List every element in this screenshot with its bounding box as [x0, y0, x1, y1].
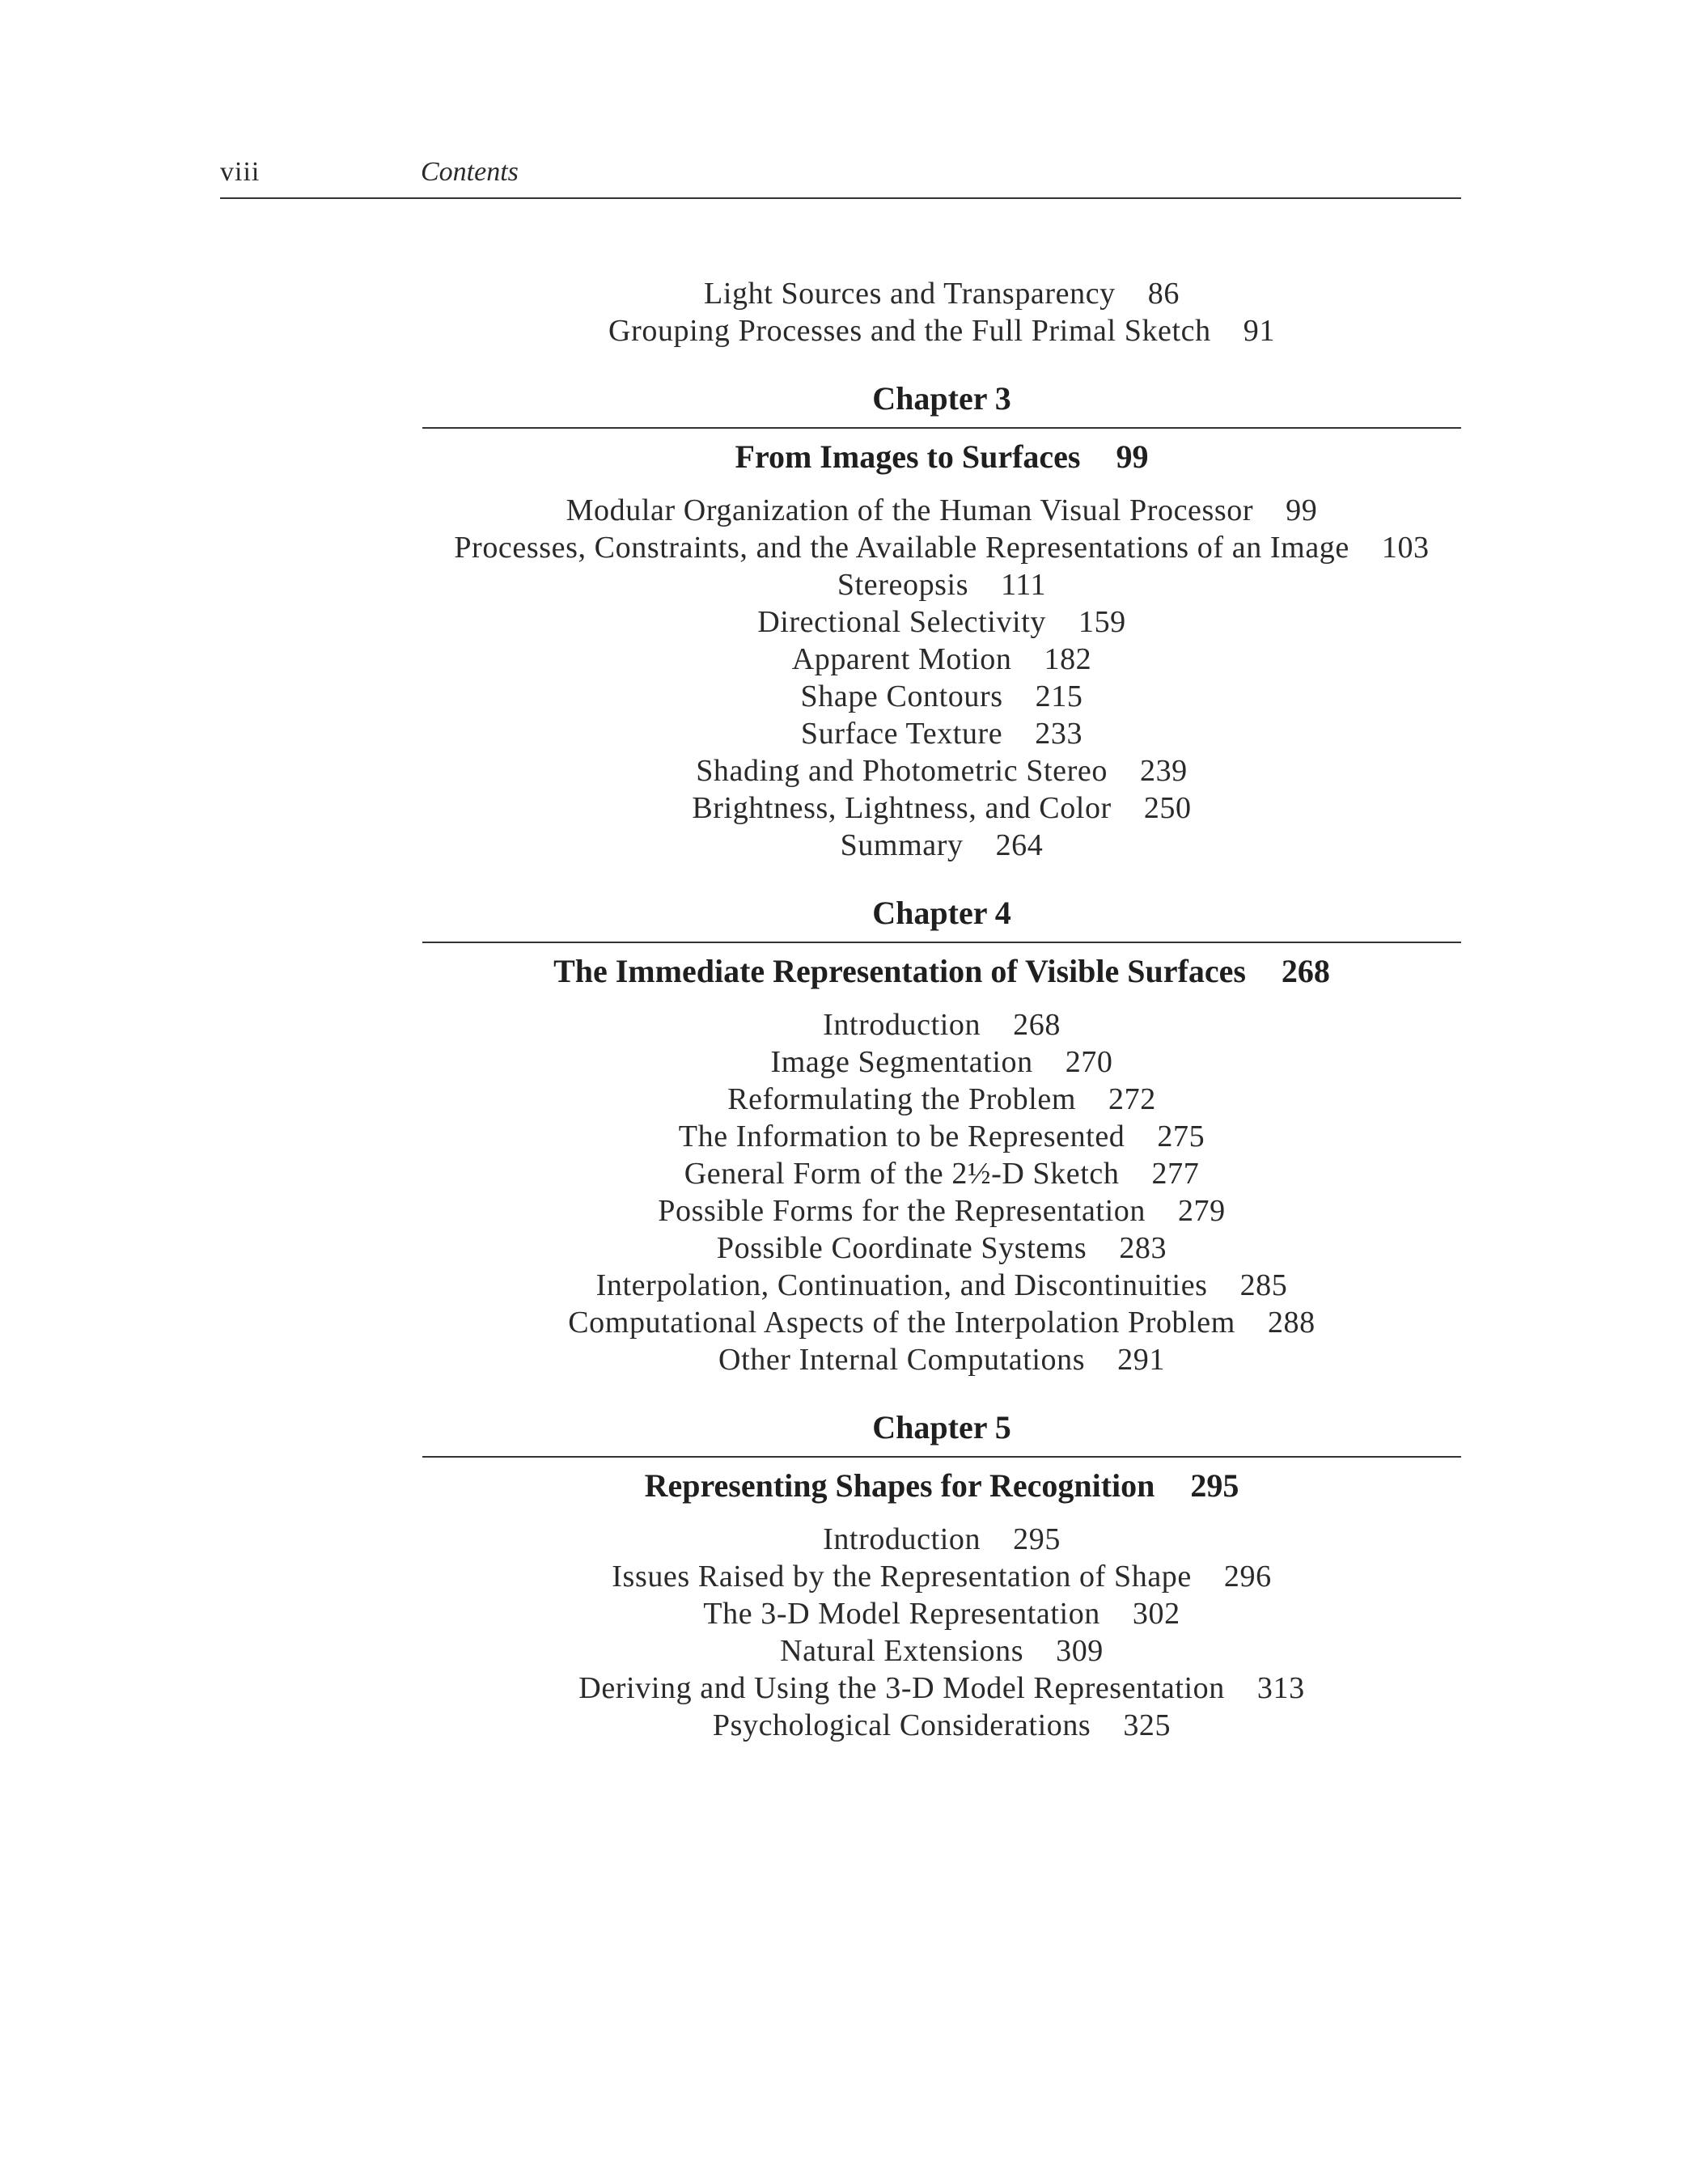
toc-entry-title: The 3-D Model Representation	[703, 1597, 1100, 1631]
toc-entry-page: 302	[1132, 1597, 1180, 1631]
chapter-title	[422, 434, 1461, 480]
toc-entry-page: 285	[1239, 1268, 1288, 1302]
running-head: Contents	[421, 157, 519, 187]
chapter-title-text: From Images to Surfaces	[735, 438, 1081, 475]
toc-entry	[422, 1118, 1461, 1155]
toc-entry-page: 182	[1044, 642, 1092, 676]
chapter-label: Chapter 4	[872, 895, 1011, 931]
toc-entry-title: Surface Texture	[800, 717, 1003, 751]
chapter-3-block	[422, 377, 1461, 864]
toc-entry-page: 272	[1108, 1082, 1156, 1116]
toc-entry-title: Issues Raised by the Representation of Shape	[612, 1560, 1192, 1594]
toc-entry-title: The Information to be Represented	[678, 1120, 1125, 1153]
toc-entry-title: Psychological Considerations	[712, 1708, 1091, 1742]
chapter-page: 268	[1281, 953, 1330, 989]
toc-entry-page: 275	[1157, 1120, 1205, 1153]
toc-entry	[422, 1230, 1461, 1267]
toc-entry-page: 233	[1035, 717, 1083, 751]
toc-entry-page: 215	[1035, 679, 1083, 713]
toc-entry-page: 86	[1147, 277, 1180, 311]
toc-entry	[422, 715, 1461, 752]
toc-entry	[422, 1521, 1461, 1558]
toc-entry	[422, 1632, 1461, 1670]
toc-entry	[422, 1670, 1461, 1707]
toc-entry-page: 288	[1267, 1306, 1316, 1340]
toc-entry-page: 111	[1001, 568, 1047, 602]
toc-entry	[422, 827, 1461, 864]
toc-entry-title: Summary	[840, 828, 964, 862]
chapter-entries	[422, 1521, 1461, 1744]
toc-entry-page: 295	[1013, 1522, 1061, 1556]
toc-entry-title: Light Sources and Transparency	[704, 277, 1116, 311]
chapter-rule	[422, 1456, 1461, 1458]
toc-entry-page: 309	[1056, 1634, 1104, 1668]
toc-entry-page: 268	[1013, 1008, 1061, 1042]
toc-entry	[422, 789, 1461, 827]
toc-entry-title: Possible Forms for the Representation	[658, 1194, 1146, 1228]
toc-entry-page: 283	[1119, 1231, 1167, 1265]
chapter-4-block	[422, 891, 1461, 1378]
toc-entry	[422, 1707, 1461, 1744]
toc-entry	[422, 1192, 1461, 1230]
toc-entry-title: Introduction	[823, 1522, 981, 1556]
toc-entry	[422, 1267, 1461, 1304]
chapter-rule	[422, 942, 1461, 943]
chapter-entries	[422, 492, 1461, 864]
chapter-5-block	[422, 1406, 1461, 1744]
toc-entry-page: 291	[1117, 1343, 1165, 1377]
continuation-entries	[422, 275, 1461, 349]
toc-entry	[422, 275, 1461, 312]
toc-entry	[422, 641, 1461, 678]
chapter-label: Chapter 5	[872, 1409, 1011, 1445]
toc-entry-page: 91	[1243, 314, 1275, 348]
toc-entry-page: 270	[1065, 1045, 1113, 1079]
page-number: viii	[220, 157, 261, 187]
chapter-title	[422, 1462, 1461, 1509]
toc-entry-title: Natural Extensions	[780, 1634, 1024, 1668]
toc-entry	[422, 1304, 1461, 1341]
toc-entry-page: 313	[1256, 1671, 1305, 1705]
toc-entry-title: Grouping Processes and the Full Primal Sketch	[608, 314, 1211, 348]
chapter-title-text: Representing Shapes for Recognition	[644, 1467, 1155, 1504]
toc-entry-page: 159	[1078, 605, 1126, 639]
toc-entry-title: Other Internal Computations	[718, 1343, 1086, 1377]
toc-entry-page: 99	[1286, 493, 1318, 527]
toc-entry-title: General Form of the 2½-D Sketch	[684, 1157, 1120, 1191]
toc-entry-title: Processes, Constraints, and the Available Representations of an Image	[454, 531, 1349, 565]
chapter-rule	[422, 427, 1461, 429]
chapter-label: Chapter 3	[872, 380, 1011, 417]
toc-entry-title: Deriving and Using the 3-D Model Representation	[578, 1671, 1225, 1705]
toc-entry-page: 296	[1223, 1560, 1272, 1594]
toc-entry	[422, 678, 1461, 715]
toc-entry-title: Modular Organization of the Human Visual Processor	[566, 493, 1254, 527]
toc-entry	[422, 566, 1461, 603]
toc-entry	[422, 529, 1461, 566]
toc-entry	[422, 603, 1461, 641]
chapter-entries	[422, 1006, 1461, 1378]
toc-entry-title: Computational Aspects of the Interpolation Problem	[568, 1306, 1235, 1340]
chapter-page: 99	[1116, 438, 1149, 475]
page-header	[220, 150, 1461, 199]
toc-entry-title: Directional Selectivity	[757, 605, 1046, 639]
toc-entry-title: Image Segmentation	[770, 1045, 1033, 1079]
toc-entry	[422, 312, 1461, 349]
toc-entry-page: 325	[1123, 1708, 1172, 1742]
chapter-title-text: The Immediate Representation of Visible Surfaces	[553, 953, 1246, 989]
toc-entry-page: 103	[1381, 531, 1430, 565]
toc-entry	[422, 752, 1461, 789]
toc-entry-page: 250	[1143, 791, 1192, 825]
toc-entry-title: Possible Coordinate Systems	[716, 1231, 1087, 1265]
toc-entry	[422, 1558, 1461, 1595]
toc-entry-title: Shape Contours	[800, 679, 1003, 713]
toc-entry	[422, 1155, 1461, 1192]
toc-entry-title: Apparent Motion	[791, 642, 1012, 676]
toc-entry-title: Brightness, Lightness, and Color	[692, 791, 1112, 825]
toc-entry-page: 264	[995, 828, 1044, 862]
toc-content	[422, 275, 1461, 1744]
toc-entry-title: Reformulating the Problem	[727, 1082, 1076, 1116]
toc-entry	[422, 1006, 1461, 1043]
toc-entry-page: 277	[1151, 1157, 1200, 1191]
toc-entry-title: Shading and Photometric Stereo	[696, 754, 1108, 788]
chapter-title	[422, 948, 1461, 995]
toc-entry	[422, 1043, 1461, 1081]
toc-entry-title: Introduction	[823, 1008, 981, 1042]
toc-entry	[422, 1595, 1461, 1632]
toc-entry	[422, 492, 1461, 529]
toc-entry	[422, 1081, 1461, 1118]
toc-entry-title: Stereopsis	[837, 568, 969, 602]
toc-entry	[422, 1341, 1461, 1378]
chapter-page: 295	[1190, 1467, 1239, 1504]
toc-entry-title: Interpolation, Continuation, and Discontinuities	[595, 1268, 1208, 1302]
toc-entry-page: 279	[1177, 1194, 1226, 1228]
toc-entry-page: 239	[1139, 754, 1188, 788]
